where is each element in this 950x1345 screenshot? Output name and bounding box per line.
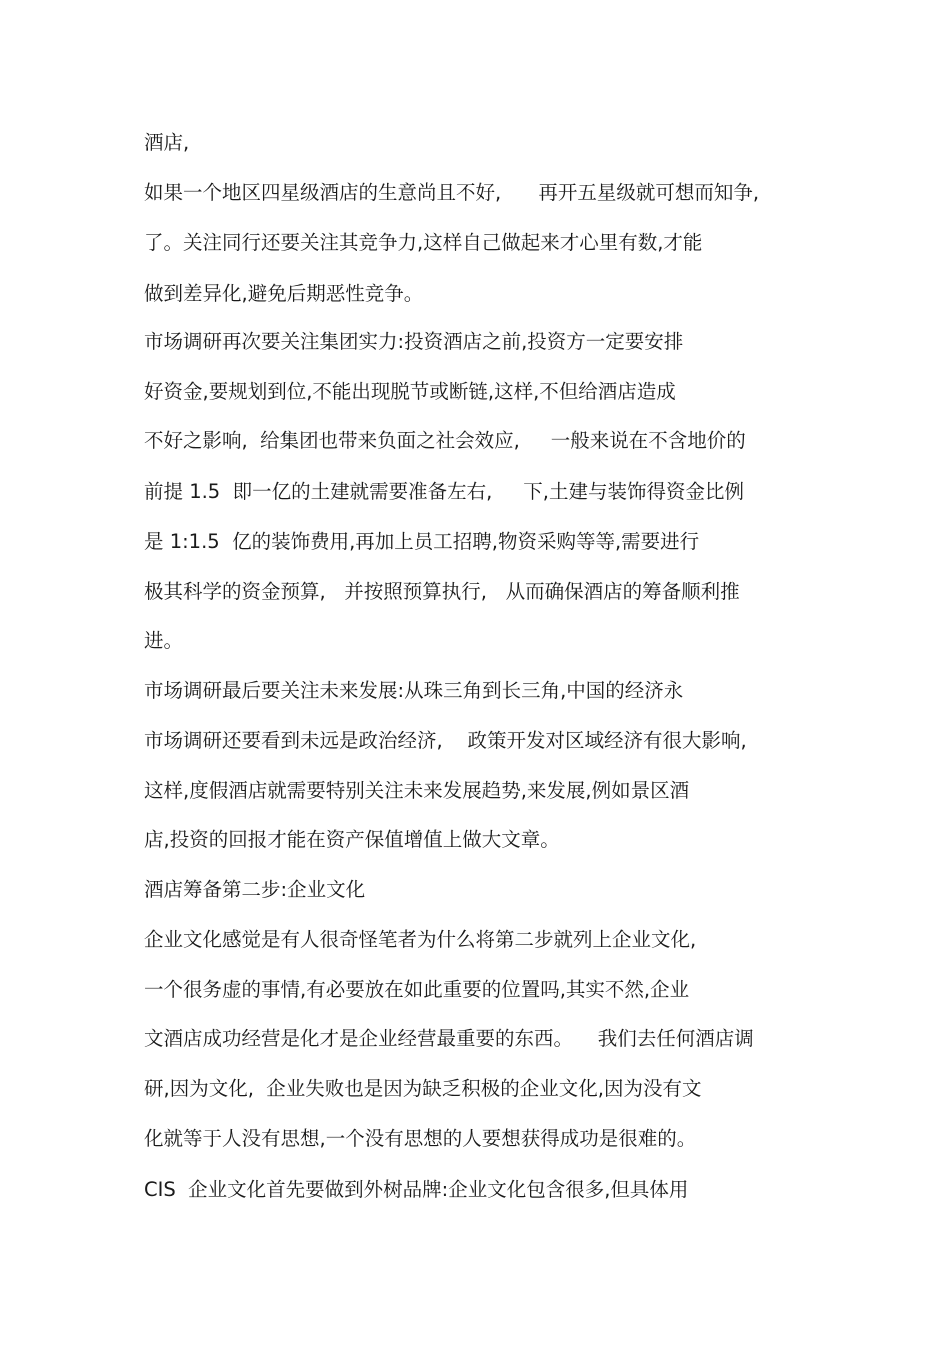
text-line: CIS 企业文化首先要做到外树品牌:企业文化包含很多,但具体用	[144, 1178, 689, 1201]
text-line: 企业文化感觉是有人很奇怪笔者为什么将第二步就列上企业文化,	[144, 928, 697, 951]
text-line: 市场调研还要看到未远是政治经济, 政策开发对区域经济有很大影响,	[144, 729, 747, 752]
text-line: 这样,度假酒店就需要特别关注未来发展趋势,来发展,例如景区酒	[144, 779, 690, 802]
text-line: 市场调研再次要关注集团实力:投资酒店之前,投资方一定要安排	[144, 330, 684, 353]
text-line: 是 1:1.5 亿的装饰费用,再加上员工招聘,物资采购等等,需要进行	[144, 530, 700, 553]
text-line: 一个很务虚的事情,有必要放在如此重要的位置吗,其实不然,企业	[144, 978, 690, 1001]
text-line: 做到差异化,避免后期恶性竞争。	[144, 282, 424, 305]
text-line: 研,因为文化, 企业失败也是因为缺乏积极的企业文化,因为没有文	[144, 1077, 702, 1100]
text-line: 好资金,要规划到位,不能出现脱节或断链,这样,不但给酒店造成	[144, 380, 676, 403]
text-line: 市场调研最后要关注未来发展:从珠三角到长三角,中国的经济永	[144, 679, 684, 702]
text-line: 不好之影响, 给集团也带来负面之社会效应, 一般来说在不含地价的	[144, 429, 746, 452]
text-line: 前提 1.5 即一亿的土建就需要准备左右, 下,土建与装饰得资金比例	[144, 480, 744, 503]
text-line: 酒店,	[144, 131, 190, 154]
text-line: 化就等于人没有思想,一个没有思想的人要想获得成功是很难的。	[144, 1127, 697, 1150]
text-line: 店,投资的回报才能在资产保值增值上做大文章。	[144, 828, 560, 851]
section-heading: 酒店筹备第二步:企业文化	[144, 878, 366, 901]
text-line: 文酒店成功经营是化才是企业经营最重要的东西。 我们去任何酒店调	[144, 1027, 754, 1050]
text-line: 进。	[144, 629, 184, 652]
text-line: 极其科学的资金预算, 并按照预算执行, 从而确保酒店的筹备顺利推	[144, 580, 740, 603]
text-line: 了。关注同行还要关注其竞争力,这样自己做起来才心里有数,才能	[144, 231, 703, 254]
text-line: 如果一个地区四星级酒店的生意尚且不好, 再开五星级就可想而知争,	[144, 181, 760, 204]
